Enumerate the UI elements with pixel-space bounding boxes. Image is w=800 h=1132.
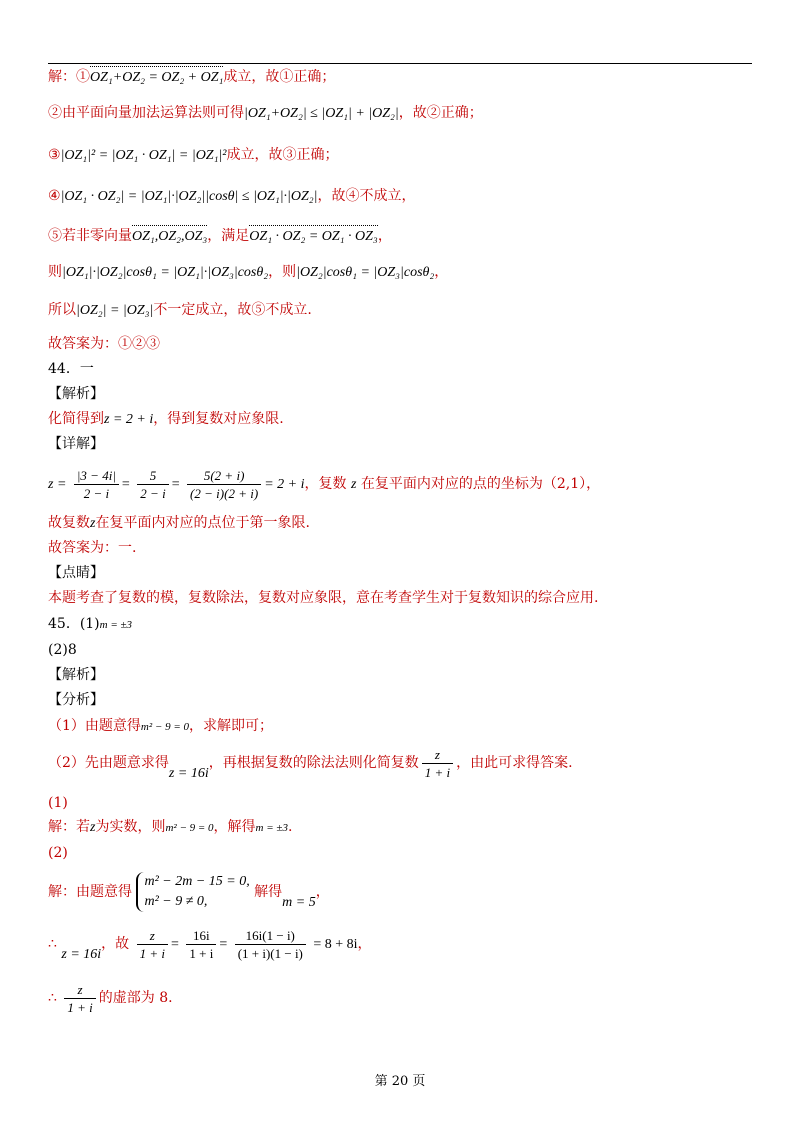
q44-detail2-suffix: 在复平面内对应的点位于第一象限. [95,515,310,531]
item4-prefix: ④ [48,188,61,204]
q45-p1-formula: m² − 9 = 0 [165,822,214,834]
item1-prefix: 解：① [48,69,90,85]
equation-system [136,872,249,912]
item6-prefix: 则 [48,264,62,280]
q45-part2-label: (2) [48,845,68,861]
q45-p1-result: m = ±3 [255,822,288,834]
item2-suffix: ，故②正确； [398,105,483,121]
fraction-modulus: $\frac{|3 - 4i|}{2 - i}$ [74,467,119,502]
q44-analysis-suffix: ，得到复数对应象限. [153,411,284,427]
item7-prefix: 所以 [48,302,76,318]
item5-suffix: ， [377,228,392,244]
q44-analysis-formula: z = 2 + i [104,412,154,427]
item6-suffix: ， [434,264,449,280]
q45-part1-label: (1) [48,795,68,811]
q44-detail2-prefix: 故复数 [48,515,90,531]
line-item-3 [48,145,339,166]
fraction-z-1plusi: $\frac{z}{1 + i}$ [137,927,168,962]
q44-detail-suffix: 在复平面内对应的点的坐标为（2,1）， [360,476,601,492]
item4-formula: |OZ₁ · OZ₂| = |OZ₁|·|OZ₂||cosθ| ≤ |OZ₁|·|OZ₂| [60,189,318,204]
item5-formula: OZ₁ · OZ₂ = OZ₁ · OZ₃ [249,225,378,247]
item3-suffix: 成立，故③正确； [226,147,339,163]
q45-p3-mid: ，故 [101,936,130,952]
q45-part2 [48,866,330,929]
item2-formula: |OZ₁+OZ₂| ≤ |OZ₁| + |OZ₂| [244,106,399,121]
system-line-2: m² − 9 ≠ 0, [144,894,208,909]
q45-p3-z: z = 16i [61,947,102,962]
q45-p1-var: z [90,820,96,835]
q44-tag-detail: 【详解】 [48,436,104,452]
q45-a1-suffix: ，求解即可； [189,718,274,734]
fraction-z-1plusi-2: $\frac{z}{1 + i}$ [64,981,95,1016]
item3-prefix: ③ [48,147,61,163]
q45-p3-result: = 8 + 8i [313,937,358,952]
item1-formula: OZ₁+OZ₂ = OZ₂ + OZ₁ [90,66,223,88]
q45-a2-mid: ，再根据复数的除法法则化简复数 [208,755,419,771]
item3-formula: |OZ₁|² = |OZ₁ · OZ₁| = |OZ₁|² [60,148,227,163]
q44-detail-equation: z = $\frac{|3 - 4i|}{2 - i}$ = $\frac{5}{2 - i}$ = $\frac{5(2 + i)}{(2 - i)(2 + i)}$ = 2 + i，复数 z 在复平面内对应的点的坐标为（2,1）， [48,467,601,501]
item5-mid: ，满足 [207,228,250,244]
z-symbol: z = [48,477,67,492]
line-item-5 [48,225,392,247]
q45-p1-mid2: ，解得 [213,819,256,835]
q44-detail2-var: z [90,516,96,531]
therefore-symbol: ∴ [48,936,57,952]
q44-tag-comment: 【点睛】 [48,565,104,581]
q45-p1-prefix: 解：若 [48,819,90,835]
q45-tag-answer: 【解析】 [48,667,104,683]
q45-p1-mid: 为实数，则 [95,819,166,835]
item4-suffix: ，故④不成立， [317,188,416,204]
line-item-1 [48,66,335,88]
item6-formula2: |OZ₂|cosθ₁ = |OZ₃|cosθ₂ [296,265,435,280]
fraction-z-over-1plusi: $\frac{z}{1 + i}$ [422,746,453,781]
q45-a2-formula: z = 16i [168,766,209,781]
q44-analysis-prefix: 化简得到 [48,411,104,427]
q45-p1-end: . [287,819,293,835]
q44-answer: 故答案为：一. [48,540,137,556]
q45-a2-prefix: （2）先由题意求得 [48,755,169,771]
q45-part1 [48,817,292,838]
q45-tag-analysis: 【分析】 [48,692,104,708]
line-item-4 [48,186,416,207]
q45-p2-prefix: 解：由题意得 [48,884,132,900]
line-item-7 [48,300,312,321]
q45-analysis-2 [48,743,573,794]
page-footer: 第 20 页 [374,1074,426,1089]
q44-number: 44．一 [48,361,94,377]
q44-analysis [48,409,284,430]
q45-header [48,614,132,635]
q45-part4 [48,978,173,1018]
q44-tag-analysis: 【解析】 [48,386,104,402]
system-line-1: m² − 2m − 15 = 0, [144,874,250,889]
q44-comment: 本题考查了复数的模，复数除法，复数对应象限，意在考查学生对于复数知识的综合应用. [48,590,599,606]
item6-formula1: |OZ₁|·|OZ₂|cosθ₁ = |OZ₁|·|OZ₃|cosθ₂ [62,265,269,280]
q45-analysis-1 [48,716,273,737]
fraction-expanded: $\frac{5(2 + i)}{(2 - i)(2 + i)}$ [187,467,261,502]
q45-answer2: (2)8 [48,642,77,658]
header-rule [48,63,752,64]
fraction-16i-expanded: $\frac{16i(1 - i)}{(1 + i)(1 - i)}$ [235,927,306,962]
q44-detail2 [48,513,310,534]
item5-prefix: ⑤若非零向量 [48,228,132,244]
q45-p3-end: ， [357,936,372,952]
item2-prefix: ②由平面向量加法运算法则可得 [48,105,244,121]
q45-part3: ∴ z = 16i，故 $\frac{z}{1 + i}$ = $\frac{16i}{1 + i}$ = $\frac{16i(1 - i)}{(1 + i)(1 - i)}$ = 8 + 8i， [48,927,372,962]
q44-detail-mid: ，复数 [304,476,347,492]
item6-mid: ，则 [268,264,297,280]
q45-p2-mid: 解得 [254,884,283,900]
q45-p2-end: ， [315,884,330,900]
item7-formula: |OZ₂| = |OZ₃| [76,303,154,318]
line-item-2 [48,103,483,124]
q45-a1-formula: m² − 9 = 0 [140,721,190,733]
item5-vectors: OZ₁,OZ₂,OZ₃ [132,225,207,247]
q45-p4-suffix: 的虚部为 8. [98,990,173,1006]
therefore-symbol-2: ∴ [48,990,57,1006]
answer-line-43: 故答案为：①②③ [48,336,160,352]
fraction-5: $\frac{5}{2 - i}$ [137,467,168,502]
q45-a1-prefix: （1）由题意得 [48,718,141,734]
fraction-16i: $\frac{16i}{1 + i}$ [186,927,216,962]
q44-detail-var: z [350,477,357,492]
q45-a2-suffix: ，由此可求得答案. [456,755,573,771]
line-item-6 [48,262,448,283]
item7-suffix: 不一定成立，故⑤不成立. [153,302,312,318]
q45-p2-result: m = 5 [282,895,316,910]
q45-number: 45．(1) [48,616,100,632]
item1-suffix: 成立，故①正确； [223,69,336,85]
q45-answer1: m = ±3 [99,619,133,631]
